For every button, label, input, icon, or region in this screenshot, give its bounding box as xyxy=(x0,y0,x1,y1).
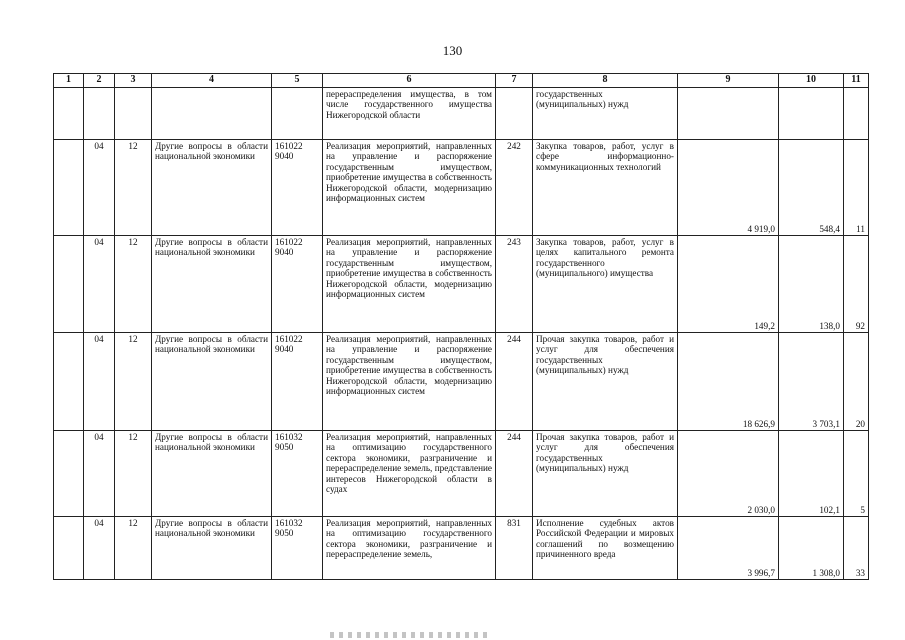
percent: 11 xyxy=(844,140,869,236)
expense-type-name: Закупка товаров, работ, услуг в целях капитального ремонта государственного (муниципального) имущества xyxy=(533,236,678,333)
amount-actual: 138,0 xyxy=(779,236,844,333)
cell xyxy=(152,88,272,140)
col-header-1: 1 xyxy=(54,74,84,88)
section-name: Другие вопросы в области национальной экономики xyxy=(152,517,272,580)
expense-type-name: Закупка товаров, работ, услуг в сфере информационно-коммуникационных технологий xyxy=(533,140,678,236)
continuation-row xyxy=(54,88,869,140)
amount-actual: 102,1 xyxy=(779,431,844,517)
scan-artifact xyxy=(330,632,490,638)
section-code: 04 xyxy=(84,140,115,236)
article-description: Реализация мероприятий, направленных на управление и распоряжение государственным имуществом, приобретение имущества в собственность Нижегородской области, модернизацию информационных систем xyxy=(323,333,496,431)
amount-plan: 149,2 xyxy=(678,236,779,333)
subsection-code: 12 xyxy=(115,333,152,431)
expense-type-code: 243 xyxy=(496,236,533,333)
section-name: Другие вопросы в области национальной экономики xyxy=(152,236,272,333)
cell xyxy=(678,88,779,140)
expense-type-code: 244 xyxy=(496,333,533,431)
amount-actual: 3 703,1 xyxy=(779,333,844,431)
cell xyxy=(84,88,115,140)
cell xyxy=(844,88,869,140)
amount-plan: 3 996,7 xyxy=(678,517,779,580)
expense-type-code: 244 xyxy=(496,431,533,517)
table-row xyxy=(54,140,869,236)
section-name: Другие вопросы в области национальной экономики xyxy=(152,431,272,517)
col-header-6: 6 xyxy=(323,74,496,88)
target-article: 161022 9040 xyxy=(272,140,323,236)
expense-type-code: 831 xyxy=(496,517,533,580)
expense-type-name: Исполнение судебных актов Российской Федерации и мировых соглашений по возмещению причиненного вреда xyxy=(533,517,678,580)
cell xyxy=(115,88,152,140)
section-name: Другие вопросы в области национальной экономики xyxy=(152,333,272,431)
article-description: Реализация мероприятий, направленных на оптимизацию государственного сектора экономики, разграничение и перераспределение земель, xyxy=(323,517,496,580)
col-header-2: 2 xyxy=(84,74,115,88)
section-code: 04 xyxy=(84,517,115,580)
amount-plan: 4 919,0 xyxy=(678,140,779,236)
col-header-4: 4 xyxy=(152,74,272,88)
percent: 33 xyxy=(844,517,869,580)
target-article: 161032 9050 xyxy=(272,517,323,580)
budget-table xyxy=(53,73,869,580)
percent: 92 xyxy=(844,236,869,333)
amount-actual: 1 308,0 xyxy=(779,517,844,580)
cell xyxy=(54,140,84,236)
target-article: 161032 9050 xyxy=(272,431,323,517)
cell xyxy=(54,333,84,431)
expense-type-name: Прочая закупка товаров, работ и услуг для обеспечения государственных (муниципальных) нужд xyxy=(533,333,678,431)
subsection-code: 12 xyxy=(115,236,152,333)
cell xyxy=(54,431,84,517)
table-row xyxy=(54,517,869,580)
continuation-description: перераспределения имущества, в том числе государственного имущества Нижегородской области xyxy=(323,88,496,140)
cell xyxy=(54,88,84,140)
subsection-code: 12 xyxy=(115,517,152,580)
page-number: 130 xyxy=(442,43,463,58)
col-header-10: 10 xyxy=(779,74,844,88)
section-name: Другие вопросы в области национальной экономики xyxy=(152,140,272,236)
article-description: Реализация мероприятий, направленных на управление и распоряжение государственным имуществом, приобретение имущества в собственность Нижегородской области, модернизацию информационных систем xyxy=(323,140,496,236)
col-header-9: 9 xyxy=(678,74,779,88)
section-code: 04 xyxy=(84,431,115,517)
section-code: 04 xyxy=(84,236,115,333)
article-description: Реализация мероприятий, направленных на оптимизацию государственного сектора экономики, разграничение и перераспределение земель, представление интересов Нижегородской области в судах xyxy=(323,431,496,517)
col-header-8: 8 xyxy=(533,74,678,88)
target-article: 161022 9040 xyxy=(272,333,323,431)
cell xyxy=(779,88,844,140)
cell xyxy=(272,88,323,140)
cell xyxy=(54,517,84,580)
table-row xyxy=(54,333,869,431)
expense-type-name: Прочая закупка товаров, работ и услуг для обеспечения государственных (муниципальных) нужд xyxy=(533,431,678,517)
amount-plan: 18 626,9 xyxy=(678,333,779,431)
article-description: Реализация мероприятий, направленных на управление и распоряжение государственным имуществом, приобретение имущества в собственность Нижегородской области, модернизацию информационных систем xyxy=(323,236,496,333)
amount-plan: 2 030,0 xyxy=(678,431,779,517)
amount-actual: 548,4 xyxy=(779,140,844,236)
expense-type-code: 242 xyxy=(496,140,533,236)
section-code: 04 xyxy=(84,333,115,431)
table-row xyxy=(54,236,869,333)
percent: 20 xyxy=(844,333,869,431)
col-header-3: 3 xyxy=(115,74,152,88)
table-row xyxy=(54,431,869,517)
continuation-expense-type: государственных (муниципальных) нужд xyxy=(533,88,678,140)
col-header-5: 5 xyxy=(272,74,323,88)
subsection-code: 12 xyxy=(115,431,152,517)
percent: 5 xyxy=(844,431,869,517)
col-header-11: 11 xyxy=(844,74,869,88)
header-row xyxy=(54,74,869,88)
target-article: 161022 9040 xyxy=(272,236,323,333)
subsection-code: 12 xyxy=(115,140,152,236)
cell xyxy=(496,88,533,140)
col-header-7: 7 xyxy=(496,74,533,88)
cell xyxy=(54,236,84,333)
